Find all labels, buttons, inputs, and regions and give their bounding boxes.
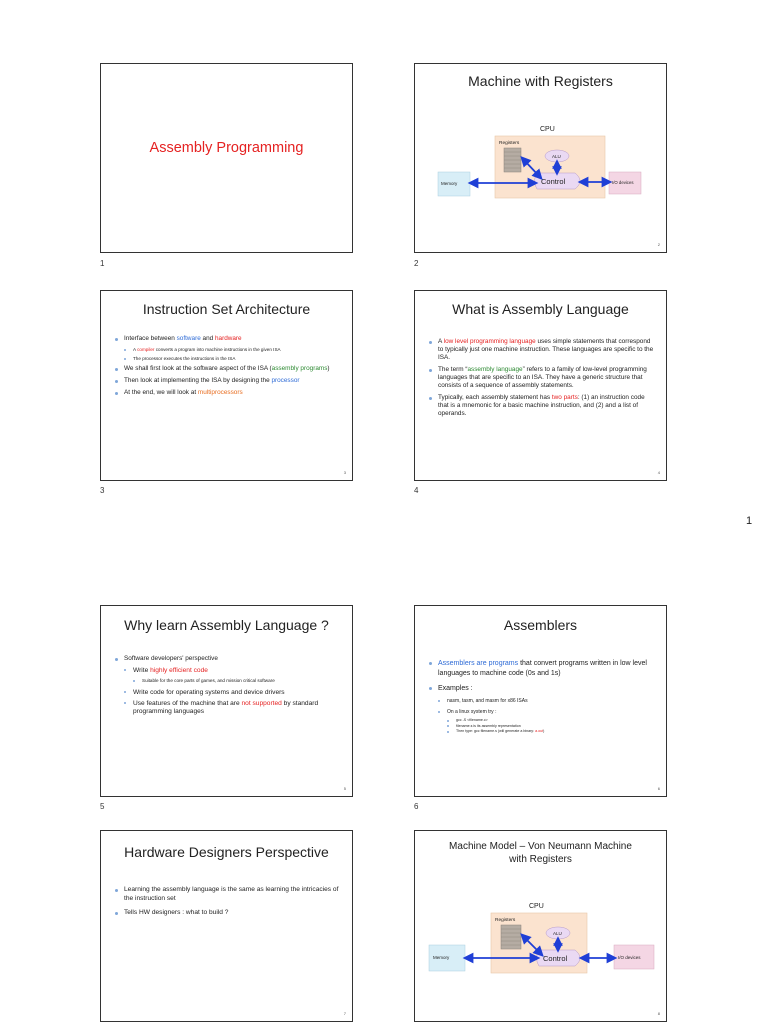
slide-footer-number: 6 [657,786,660,791]
list-item: Then type: gcc filename.s (will generate a binary: a.out) [447,729,654,734]
list-item: nasm, tasm, and masm for x86 ISAs [438,698,654,705]
slide-title-line-2: with Registers [509,854,572,865]
cpu-diagram [415,831,667,1021]
bullet-list [115,335,340,401]
memory-label: Memory [441,181,458,186]
slide-number-label: 2 [414,259,419,268]
list-item: filename.s is its assembly representation [447,724,654,729]
list-item: Examples : [429,684,654,693]
bullet-list [429,338,654,422]
slide-number-label: 4 [414,486,419,495]
list-item: We shall first look at the software aspect of the ISA (assembly programs) [115,365,340,373]
slide-title: Why learn Assembly Language ? [124,617,329,633]
slide-title: Instruction Set Architecture [142,301,311,317]
list-item: Write highly efficient code [124,667,340,675]
slide-6 [414,605,667,797]
list-item: The processor executes the instructions in the ISA [124,356,340,362]
list-item: Learning the assembly language is the same as learning the intricacies of the instruction set [115,886,340,903]
slide-1 [100,63,353,253]
slide-8 [414,830,667,1022]
list-item: Use features of the machine that are not supported by standard programming languages [124,700,340,716]
io-label: I/O devices [612,180,634,185]
list-item: Then look at implementing the ISA by designing the processor [115,377,340,385]
registers-label: Registers [495,918,516,923]
list-item: Tells HW designers : what to build ? [115,909,340,918]
slide-number-label: 5 [100,802,105,811]
slide-number-label: 1 [100,259,105,268]
list-item: The term “assembly language” refers to a family of low-level programming languages that are specific to an ISA. They have a generic structure that consists of a sequence of assembly statements. [429,366,654,390]
control-label: Control [541,177,566,186]
slide-5 [100,605,353,797]
slide-footer-number: 8 [657,1011,660,1016]
slide-2 [414,63,667,253]
list-item: A compiler converts a program into machine instructions in the given ISA [124,347,340,353]
list-item: Interface between software and hardware [115,335,340,343]
slide-title: Assemblers [503,617,578,633]
list-item: On a linux system try : [438,709,654,716]
slide-footer-number: 5 [343,786,346,791]
io-label: I/O devices [618,955,641,960]
bullet-list [115,886,340,922]
alu-label: ALU [553,931,562,936]
register-file [504,148,521,172]
list-item: Write code for operating systems and device drivers [124,689,340,697]
register-file [501,925,521,949]
list-item: A low level programming language uses simple statements that correspond to typically just one machine instruction. These languages are specific to the ISA. [429,338,654,362]
cpu-label: CPU [540,126,555,133]
cpu-diagram [415,64,667,253]
slide-title-line-1: Machine Model – Von Neumann Machine [449,841,632,852]
slide-footer-number: 4 [657,470,660,475]
bullet-list [115,655,340,719]
control-label: Control [543,954,568,963]
slide-title: Assembly Programming [149,140,304,156]
list-item: Software developers' perspective [115,655,340,663]
list-item: At the end, we will look at multiprocessors [115,389,340,397]
slide-title: Hardware Designers Perspective [124,844,329,860]
slide-number-label: 6 [414,802,419,811]
slide-footer-number: 3 [343,470,346,475]
bullet-list [429,659,654,735]
page-number: 1 [746,515,753,527]
list-item: gcc -S <filename.c> [447,718,654,723]
slide-7 [100,830,353,1022]
slide-title: What is Assembly Language [452,301,629,317]
cpu-label: CPU [529,903,544,910]
slide-3 [100,290,353,481]
alu-label: ALU [552,154,561,159]
list-item: Typically, each assembly statement has two parts: (1) an instruction code that is a mnemonic for a basic machine instruction, and (2) and a list of operands. [429,394,654,418]
list-item: Assemblers are programs that convert programs written in low level languages to machine code (0s and 1s) [429,659,654,678]
registers-label: Registers [499,141,520,146]
slide-number-label: 3 [100,486,105,495]
slide-4 [414,290,667,481]
list-item: Suitable for the core parts of games, and mission critical software [133,678,340,684]
memory-label: Memory [433,955,450,960]
slide-footer-number: 2 [657,242,660,247]
slide-footer-number: 7 [343,1011,346,1016]
slide-title: Machine with Registers [468,73,613,89]
